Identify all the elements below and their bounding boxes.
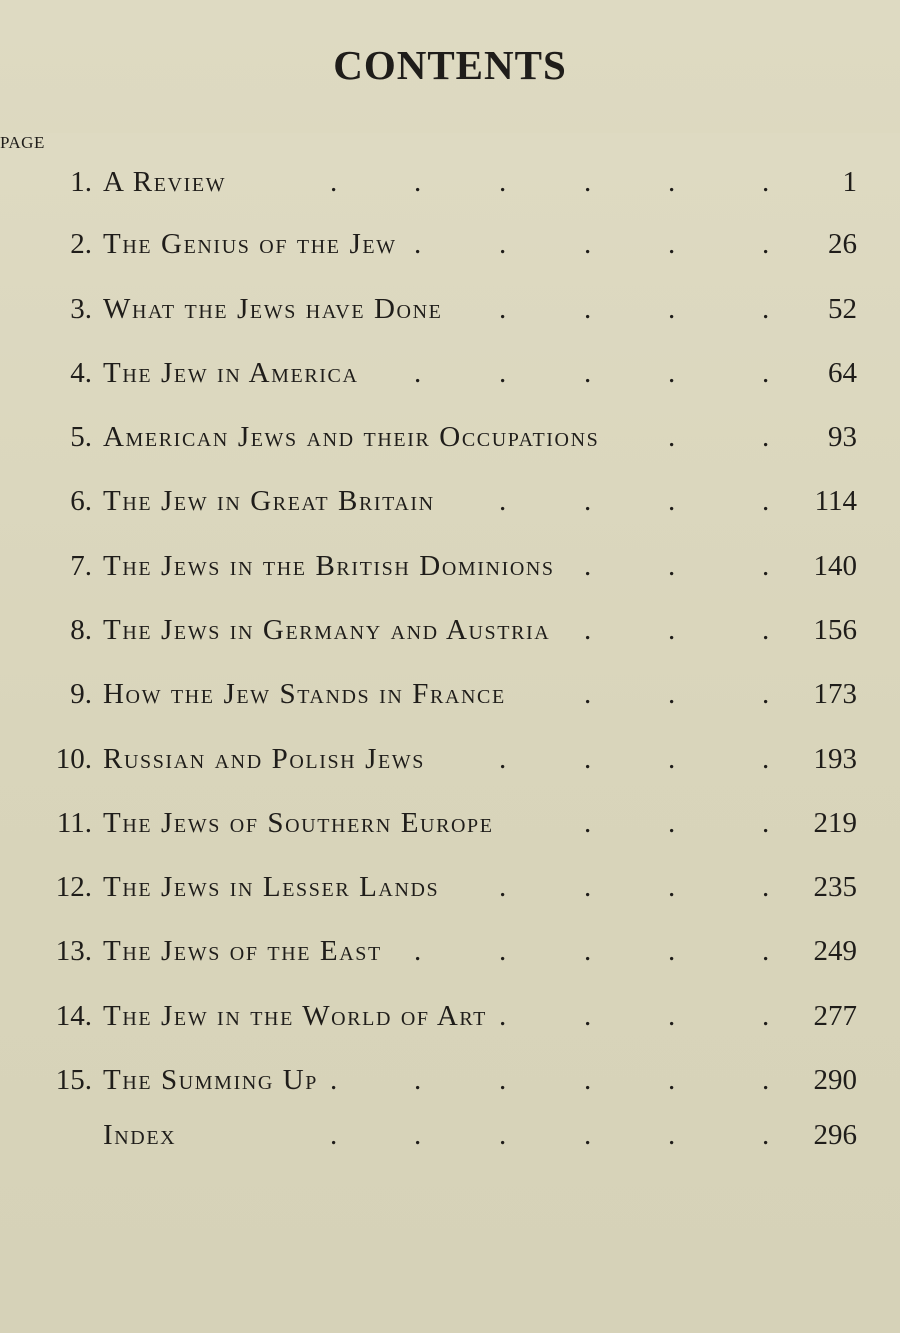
page-number: 219 xyxy=(813,807,857,839)
page-number: 296 xyxy=(813,1119,857,1151)
toc-entry: 14. The Jew in the World of Art . . . . 277 xyxy=(0,994,900,1038)
toc-entry: 7. The Jews in the British Dominions . . . 140 xyxy=(0,544,900,588)
toc-entry: 6. The Jew in Great Britain . . . . 114 xyxy=(0,479,900,523)
chapter-number: 11. xyxy=(56,807,92,839)
chapter-title: A Review xyxy=(103,166,227,198)
toc-entry: 10. Russian and Polish Jews . . . . 193 xyxy=(0,737,900,781)
chapter-title: The Summing Up xyxy=(103,1064,319,1096)
toc-entry: 1. A Review . . . . . . 1 xyxy=(0,160,900,204)
chapter-title: What the Jews have Done xyxy=(103,293,443,325)
chapter-number: 6. xyxy=(70,485,92,517)
page-number: 140 xyxy=(813,550,857,582)
toc-entry: 11. The Jews of Southern Europe . . . 219 xyxy=(0,801,900,845)
chapter-number: 12. xyxy=(55,871,92,903)
page-number: 156 xyxy=(813,614,857,646)
page-number: 93 xyxy=(828,421,857,453)
chapter-number: 3. xyxy=(70,293,92,325)
chapter-title: How the Jew Stands in France xyxy=(103,678,506,710)
toc-entry: 12. The Jews in Lesser Lands . . . . 235 xyxy=(0,865,900,909)
chapter-number: 2. xyxy=(70,228,92,260)
toc-entry: 13. The Jews of the East . . . . . 249 xyxy=(0,929,900,973)
page-title: CONTENTS xyxy=(333,42,567,88)
chapter-number: 8. xyxy=(70,614,92,646)
chapter-title: The Jew in America xyxy=(103,357,359,389)
chapter-number: 9. xyxy=(70,678,92,710)
page-number: 52 xyxy=(828,293,857,325)
chapter-title: The Jews in the British Dominions xyxy=(103,550,555,582)
toc-entry: 4. The Jew in America . . . . . 64 xyxy=(0,351,900,395)
chapter-number: 15. xyxy=(55,1064,92,1096)
page-number: 290 xyxy=(813,1064,857,1096)
page-number: 1 xyxy=(842,166,857,198)
toc-entry: 2. The Genius of the Jew . . . . . 26 xyxy=(0,222,900,266)
chapter-number: 1. xyxy=(70,166,92,198)
chapter-title: The Jews in Germany and Austria xyxy=(103,614,551,646)
page-number: 277 xyxy=(813,1000,857,1032)
toc-entry: 3. What the Jews have Done . . . . 52 xyxy=(0,287,900,331)
chapter-title: The Jews in Lesser Lands xyxy=(103,871,440,903)
chapter-number: 14. xyxy=(55,1000,92,1032)
page-number: 114 xyxy=(814,485,857,517)
chapter-number: 13. xyxy=(55,935,92,967)
chapter-title: Index xyxy=(103,1119,177,1151)
page-number: 249 xyxy=(813,935,857,967)
chapter-title: The Genius of the Jew xyxy=(103,228,397,260)
chapter-number: 4. xyxy=(70,357,92,389)
page-number: 235 xyxy=(813,871,857,903)
chapter-title: American Jews and their Occupations xyxy=(103,421,600,453)
chapter-title: Russian and Polish Jews xyxy=(103,743,425,775)
toc-entry: 9. How the Jew Stands in France . . . 173 xyxy=(0,672,900,716)
page-number: 64 xyxy=(828,357,857,389)
chapter-title: The Jews of Southern Europe xyxy=(103,807,494,839)
page-column-label: PAGE xyxy=(0,133,900,1333)
chapter-number: 7. xyxy=(70,550,92,582)
chapter-title: The Jews of the East xyxy=(103,935,382,967)
chapter-title: The Jew in Great Britain xyxy=(103,485,435,517)
chapter-number: 10. xyxy=(55,743,92,775)
toc-entry: Index . . . . . . 296 xyxy=(0,1113,900,1157)
page-number: 26 xyxy=(828,228,857,260)
chapter-number: 5. xyxy=(70,421,92,453)
toc-entry: 8. The Jews in Germany and Austria . . . 156 xyxy=(0,608,900,652)
chapter-title: The Jew in the World of Art xyxy=(103,1000,487,1032)
page-number: 193 xyxy=(813,743,857,775)
toc-entry: 15. The Summing Up . . . . . . 290 xyxy=(0,1058,900,1102)
toc-entry: 5. American Jews and their Occupations . . 93 xyxy=(0,415,900,459)
page-number: 173 xyxy=(813,678,857,710)
